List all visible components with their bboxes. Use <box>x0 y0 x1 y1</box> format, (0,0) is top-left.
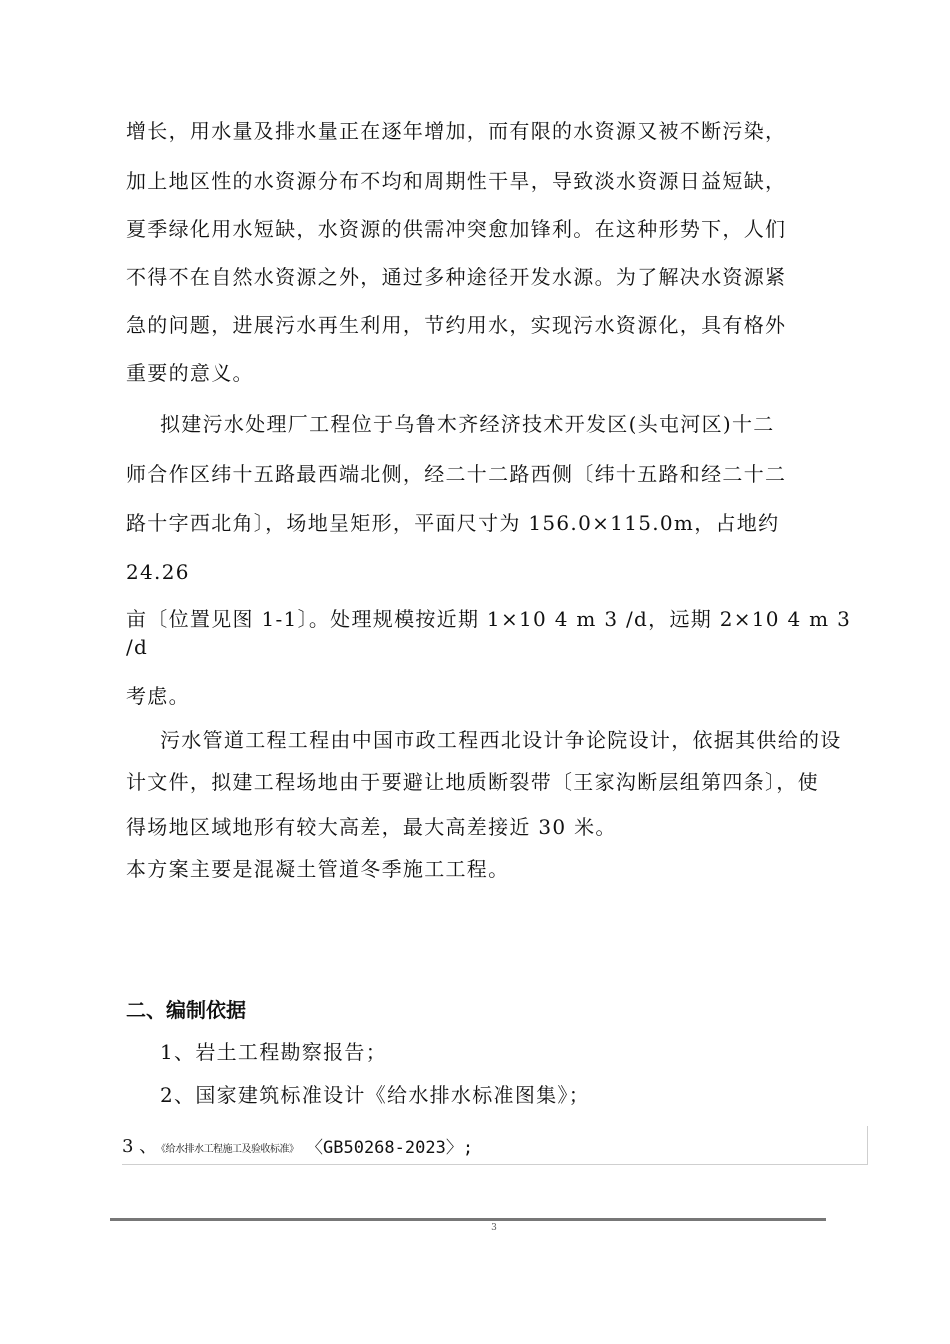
reference-item-3-title: 《给水排水工程施工及验收标准》 <box>156 1144 299 1155</box>
paragraph-1-line: 急的问题，进展污水再生利用，节约用水，实现污水资源化，具有格外 <box>126 313 787 337</box>
paragraph-2-line: 拟建污水处理厂工程位于乌鲁木齐经济技术开发区(头屯河区)十二 <box>160 412 775 436</box>
paragraph-3-line: 污水管道工程工程由中国市政工程西北设计争论院设计，依据其供给的设 <box>160 728 842 752</box>
page-number: 3 <box>491 1223 497 1233</box>
reference-item-3-prefix: 3 、 <box>122 1136 158 1157</box>
paragraph-1-line: 夏季绿化用水短缺，水资源的供需冲突愈加锋利。在这种形势下，人们 <box>126 217 787 241</box>
reference-item-3 <box>122 1126 868 1165</box>
paragraph-3-line: 计文件，拟建工程场地由于要避让地质断裂带〔王家沟断层组第四条〕，使 <box>126 770 819 794</box>
paragraph-2-line: 24.26 <box>126 560 190 584</box>
paragraph-2-line: 亩〔位置见图 1-1〕。处理规模按近期 1×10 4 m 3 /d，远期 2×10 4 m 3 <box>126 607 852 631</box>
paragraph-1-line: 不得不在自然水资源之外，通过多种途径开发水源。为了解决水资源紧 <box>126 265 787 289</box>
reference-item: 1、岩土工程勘察报告； <box>160 1040 388 1064</box>
paragraph-1-line: 加上地区性的水资源分布不均和周期性干旱，导致淡水资源日益短缺， <box>126 169 787 193</box>
paragraph-1-line: 重要的意义。 <box>126 361 254 385</box>
section-heading: 二、编制依据 <box>126 998 246 1022</box>
reference-item-3-code: 〈GB50268-2023〉; <box>306 1138 474 1158</box>
paragraph-1-line: 增长，用水量及排水量正在逐年增加，而有限的水资源又被不断污染， <box>126 119 787 143</box>
paragraph-2-line: 师合作区纬十五路最西端北侧，经二十二路西侧〔纬十五路和经二十二 <box>126 462 787 486</box>
paragraph-2-line: /d <box>126 635 149 659</box>
paragraph-2-line: 路十字西北角〕，场地呈矩形，平面尺寸为 156.0×115.0m，占地约 <box>126 511 780 535</box>
paragraph-3-line: 得场地区域地形有较大高差，最大高差接近 30 米。 <box>126 815 617 839</box>
paragraph-4: 本方案主要是混凝土管道冬季施工工程。 <box>126 857 510 881</box>
reference-item: 2、国家建筑标准设计《给水排水标准图集》； <box>160 1083 591 1107</box>
paragraph-2-line: 考虑。 <box>126 684 190 708</box>
footer-rule <box>110 1218 826 1221</box>
